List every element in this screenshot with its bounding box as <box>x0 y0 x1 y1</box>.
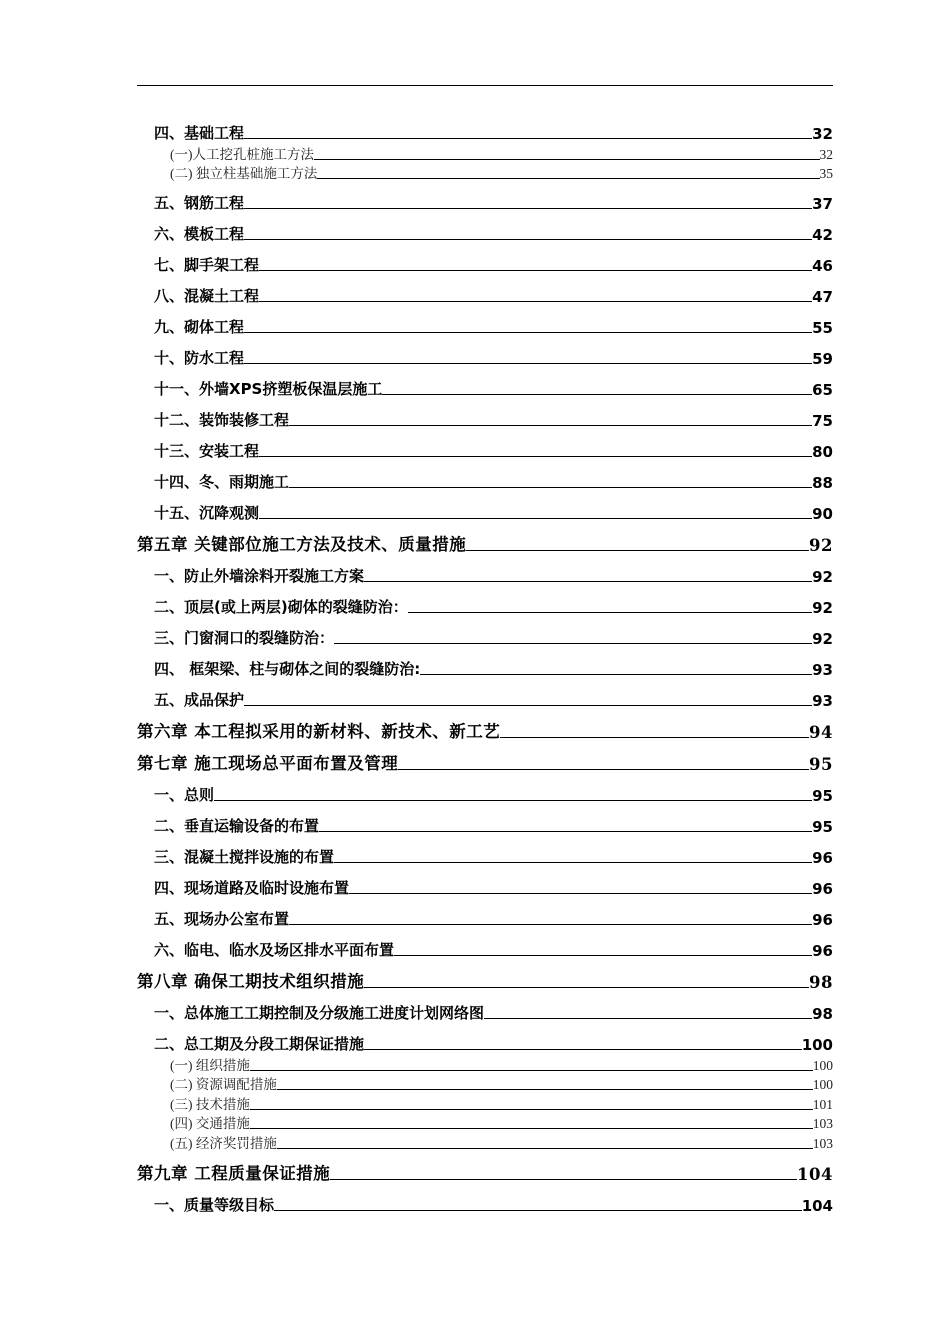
toc-page-number: 95 <box>812 787 833 805</box>
toc-page-number: 103 <box>812 1135 833 1151</box>
toc-leader-line <box>244 138 812 139</box>
toc-leader-line <box>244 705 812 706</box>
toc-entry[interactable] <box>154 992 833 1023</box>
toc-page-number: 100 <box>812 1057 833 1073</box>
toc-entry[interactable] <box>154 399 833 430</box>
toc-entry[interactable] <box>154 836 833 867</box>
toc-page-number: 95 <box>812 818 833 836</box>
toc-leader-line <box>259 270 812 271</box>
toc-entry-title: 十、防水工程 <box>154 349 245 367</box>
toc-leader-line <box>420 674 812 675</box>
toc-leader-line <box>289 425 812 426</box>
toc-entry[interactable] <box>154 929 833 960</box>
toc-entry[interactable] <box>154 461 833 492</box>
toc-page-number: 46 <box>812 257 833 275</box>
toc-entry[interactable] <box>170 1074 833 1094</box>
toc-page-number: 103 <box>812 1116 833 1131</box>
toc-entry-title: 六、临电、临水及场区排水平面布置 <box>154 941 395 959</box>
toc-entry[interactable] <box>154 112 833 143</box>
toc-leader-line <box>466 550 809 551</box>
toc-entry-title: 五、成品保护 <box>154 691 245 709</box>
toc-entry[interactable] <box>154 306 833 337</box>
toc-leader-line <box>250 1109 813 1110</box>
toc-leader-line <box>319 831 812 832</box>
toc-page-number: 100 <box>812 1077 833 1092</box>
toc-entry[interactable] <box>137 960 833 992</box>
toc-leader-line <box>244 363 812 364</box>
toc-entry-title: 第七章 施工现场总平面布置及管理 <box>137 754 399 773</box>
toc-entry[interactable] <box>170 143 833 163</box>
toc-entry-title: 二、总工期及分段工期保证措施 <box>154 1035 365 1053</box>
toc-entry[interactable] <box>170 1132 833 1152</box>
header-rule <box>137 85 833 86</box>
toc-entry-title: (五) 经济奖罚措施 <box>170 1135 277 1151</box>
toc-page-number: 95 <box>809 755 833 774</box>
toc-entry-title: 第六章 本工程拟采用的新材料、新技术、新工艺 <box>137 722 501 741</box>
toc-leader-line <box>317 178 819 179</box>
toc-entry-title: 五、现场办公室布置 <box>154 910 290 928</box>
toc-entry-title: 六、模板工程 <box>154 225 245 243</box>
toc-entry[interactable] <box>154 898 833 929</box>
toc-entry-title: 八、混凝土工程 <box>154 287 260 305</box>
toc-entry-title: 四、现场道路及临时设施布置 <box>154 879 350 897</box>
toc-page-number: 104 <box>797 1164 833 1184</box>
toc-leader-line <box>274 1210 802 1211</box>
toc-entry-title: 第九章 工程质量保证措施 <box>137 1163 331 1183</box>
toc-leader-line <box>364 581 812 582</box>
toc-page-number: 35 <box>819 166 833 181</box>
toc-leader-line <box>382 394 812 395</box>
toc-entry-title: 三、混凝土搅拌设施的布置 <box>154 848 335 866</box>
toc-entry[interactable] <box>154 182 833 213</box>
toc-entry-title: 一、总体施工工期控制及分级施工进度计划网络图 <box>154 1004 485 1022</box>
toc-entry-title: 十一、外墙XPS挤塑板保温层施工 <box>154 380 383 398</box>
toc-entry[interactable] <box>154 586 833 617</box>
toc-page-number: 32 <box>819 146 833 162</box>
toc-leader-line <box>277 1089 813 1090</box>
toc-leader-line <box>214 800 812 801</box>
toc-entry-title: 四、基础工程 <box>154 124 245 142</box>
toc-leader-line <box>244 332 812 333</box>
toc-entry[interactable] <box>154 213 833 244</box>
toc-page-number: 92 <box>812 630 833 648</box>
toc-entry[interactable] <box>170 1093 833 1113</box>
toc-leader-line <box>259 456 812 457</box>
toc-leader-line <box>364 1049 802 1050</box>
toc-page-number: 88 <box>812 474 833 492</box>
toc-leader-line <box>349 893 812 894</box>
toc-entry-title: 一、总则 <box>154 786 215 804</box>
toc-page-number: 42 <box>812 226 833 244</box>
toc-page-number: 59 <box>812 350 833 368</box>
toc-leader-line <box>484 1018 812 1019</box>
toc-entry-title: (二) 资源调配措施 <box>170 1077 277 1092</box>
toc-leader-line <box>334 862 812 863</box>
toc-leader-line <box>250 1070 813 1071</box>
toc-entry-title: 一、质量等级目标 <box>154 1195 275 1214</box>
toc-page-number: 90 <box>812 505 833 523</box>
toc-entry-title: (二) 独立柱基础施工方法 <box>170 166 318 181</box>
toc-leader-line <box>330 1179 797 1180</box>
toc-entry-title: (三) 技术措施 <box>170 1096 250 1112</box>
toc-leader-line <box>259 301 812 302</box>
toc-entry-title: 四、 框架梁、柱与砌体之间的裂缝防治: <box>154 660 421 678</box>
toc-entry[interactable] <box>170 1113 833 1133</box>
toc-page-number: 98 <box>812 1005 833 1023</box>
toc-entry-title: 二、垂直运输设备的布置 <box>154 817 320 835</box>
toc-entry[interactable] <box>154 867 833 898</box>
toc-page-number: 93 <box>812 661 833 679</box>
toc-page-number: 98 <box>809 973 833 992</box>
toc-entry[interactable] <box>154 648 833 679</box>
toc-leader-line <box>250 1128 813 1129</box>
toc-page-number: 55 <box>812 319 833 337</box>
toc-page-number: 65 <box>812 381 833 399</box>
toc-page-number: 104 <box>801 1196 833 1215</box>
toc-entry[interactable] <box>154 430 833 461</box>
toc-leader-line <box>408 612 812 613</box>
toc-entry[interactable] <box>137 523 833 555</box>
toc-entry-title: 五、钢筋工程 <box>154 194 245 212</box>
toc-page-number: 75 <box>812 412 833 430</box>
toc-entry[interactable] <box>170 163 833 183</box>
toc-leader-line <box>364 987 809 988</box>
toc-entry[interactable] <box>137 1152 833 1184</box>
toc-entry[interactable] <box>154 492 833 523</box>
toc-entry-title: 十二、装饰装修工程 <box>154 411 290 429</box>
toc-page-number: 80 <box>812 443 833 461</box>
toc-page-number: 96 <box>812 849 833 867</box>
toc-entry[interactable] <box>154 679 833 710</box>
toc-entry-title: (一) 组织措施 <box>170 1057 250 1073</box>
toc-entry[interactable] <box>154 555 833 586</box>
toc-entry[interactable] <box>154 368 833 399</box>
toc-entry-title: 一、防止外墙涂料开裂施工方案 <box>154 567 365 585</box>
toc-entry[interactable] <box>154 244 833 275</box>
toc-entry[interactable] <box>154 805 833 836</box>
toc-page-number: 92 <box>812 599 833 617</box>
toc-page-number: 47 <box>812 288 833 306</box>
toc-entry[interactable] <box>154 617 833 648</box>
toc-page-number: 96 <box>812 880 833 898</box>
toc-entry-title: 十四、冬、雨期施工 <box>154 473 290 491</box>
toc-entry[interactable] <box>154 774 833 805</box>
toc-leader-line <box>244 239 812 240</box>
toc-entry-title: 七、脚手架工程 <box>154 256 260 274</box>
toc-entry[interactable] <box>154 337 833 368</box>
toc-entry-title: 二、顶层(或上两层)砌体的裂缝防治： <box>154 598 408 616</box>
toc-page-number: 32 <box>812 125 833 143</box>
toc-page-number: 92 <box>809 536 833 555</box>
toc-page-number: 92 <box>812 568 833 586</box>
toc-entry-title: 第五章 关键部位施工方法及技术、质量措施 <box>137 535 467 554</box>
toc-entry-title: 第八章 确保工期技术组织措施 <box>137 972 365 991</box>
toc-entry-title: (一)人工挖孔桩施工方法 <box>170 146 314 162</box>
toc-entry[interactable] <box>137 710 833 742</box>
toc-leader-line <box>314 159 820 160</box>
toc-leader-line <box>289 487 812 488</box>
toc-leader-line <box>289 924 812 925</box>
toc-page-number: 96 <box>812 942 833 960</box>
toc-page-number: 96 <box>812 911 833 929</box>
toc-entry-title: 三、门窗洞口的裂缝防治： <box>154 629 335 647</box>
toc-page-number: 37 <box>812 195 833 213</box>
toc-page-number: 100 <box>801 1036 833 1054</box>
toc-leader-line <box>259 518 812 519</box>
toc-leader-line <box>277 1148 813 1149</box>
toc-entry-title: (四) 交通措施 <box>170 1116 250 1131</box>
toc-page-number: 94 <box>809 723 833 742</box>
toc-entry-title: 十三、安装工程 <box>154 442 260 460</box>
toc-leader-line <box>394 955 812 956</box>
toc-leader-line <box>244 208 812 209</box>
toc-leader-line <box>334 643 812 644</box>
toc-page-number: 93 <box>812 692 833 710</box>
toc-page-number: 101 <box>812 1096 833 1112</box>
toc-entry[interactable] <box>154 275 833 306</box>
toc-entry-title: 九、砌体工程 <box>154 318 245 336</box>
toc-leader-line <box>398 769 809 770</box>
toc-leader-line <box>500 737 809 738</box>
toc-entry[interactable] <box>154 1023 833 1054</box>
toc-entry[interactable] <box>137 742 833 774</box>
toc-entry[interactable] <box>170 1054 833 1074</box>
table-of-contents <box>0 112 950 1215</box>
toc-entry-title: 十五、沉降观测 <box>154 504 260 522</box>
toc-entry[interactable] <box>154 1184 833 1215</box>
